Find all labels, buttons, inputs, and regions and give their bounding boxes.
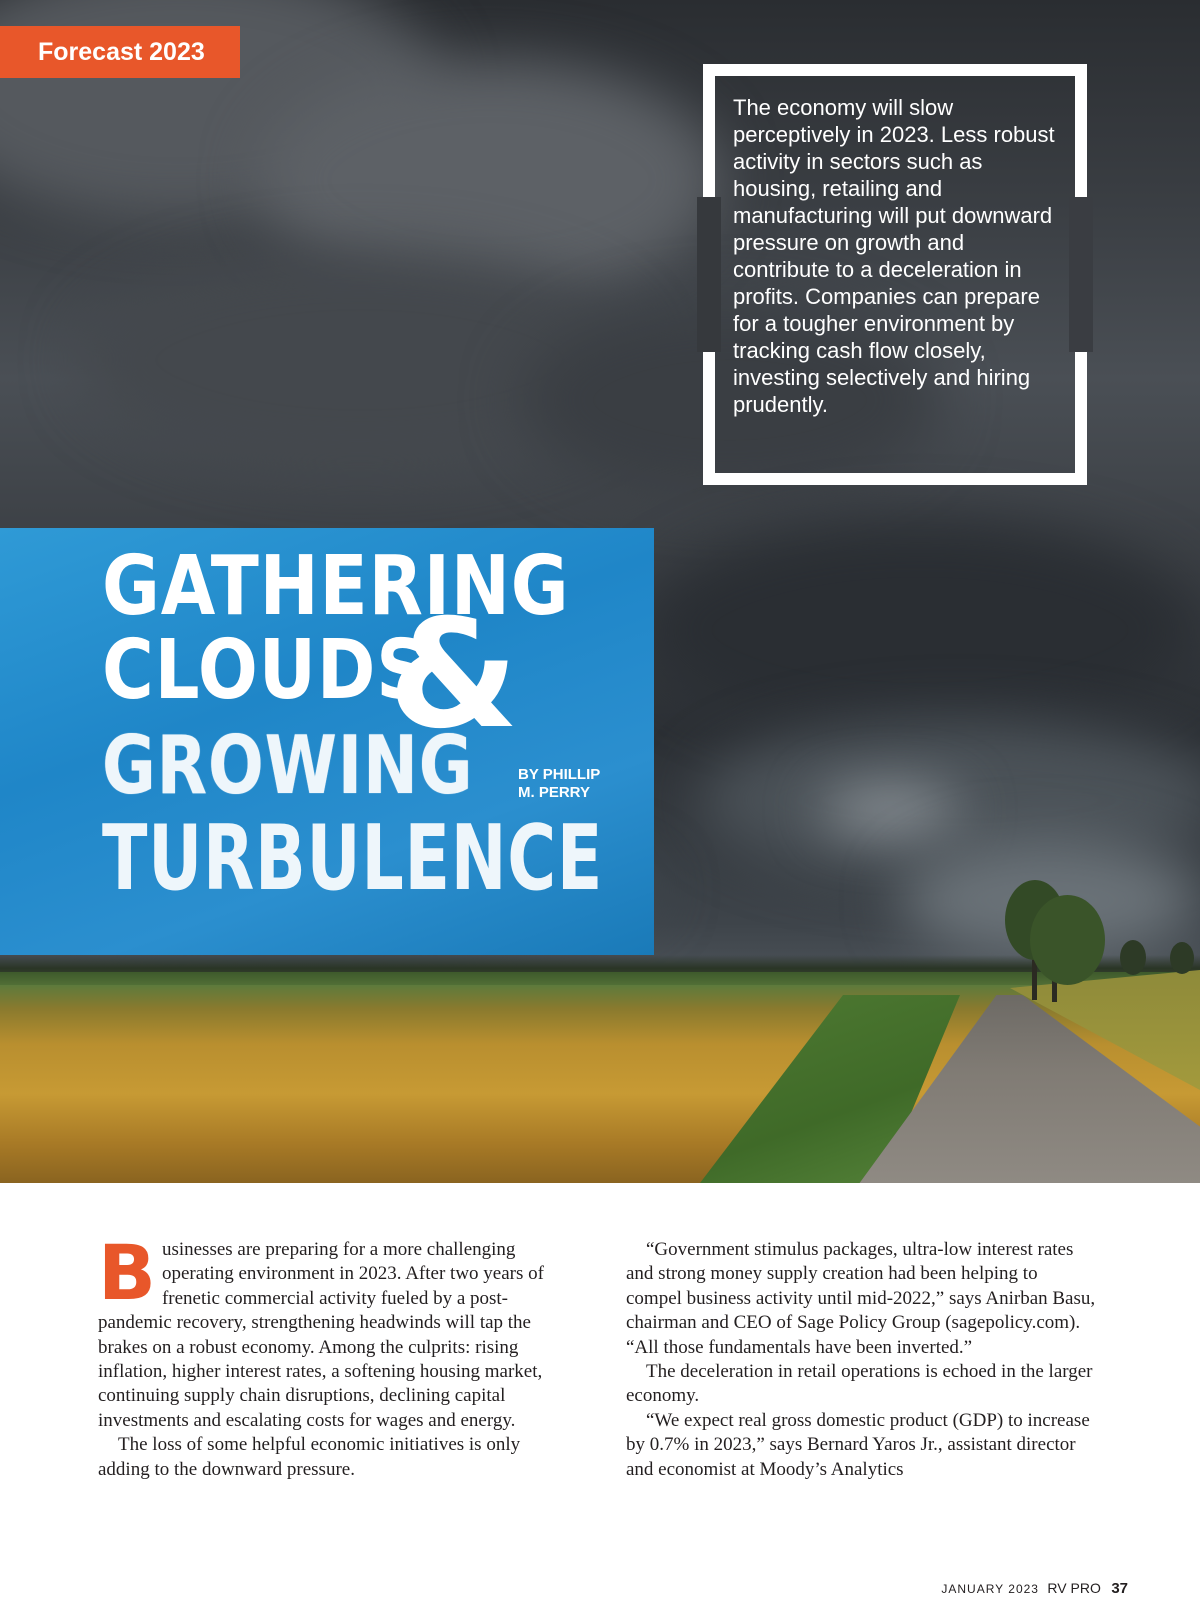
paragraph: “We expect real gross domestic product (GDP) to increase by 0.7% in 2023,” says Bernard Yaros Jr., assistant director and economist at Moody’s Analytics xyxy=(626,1409,1090,1480)
byline xyxy=(518,766,638,802)
issue-date: JANUARY 2023 xyxy=(941,1582,1039,1596)
title-line-4: TURBULENCE xyxy=(102,806,604,911)
paragraph: The deceleration in retail operations is echoed in the larger economy. xyxy=(626,1361,1093,1407)
page-footer xyxy=(941,1580,1128,1598)
title-ampersand: & xyxy=(388,588,520,762)
title-line-2: CLOUDS xyxy=(102,623,428,718)
section-tag: Forecast 2023 xyxy=(0,26,240,78)
byline-line-1: BY PHILLIP xyxy=(518,766,601,783)
page-number: 37 xyxy=(1111,1580,1128,1597)
pull-quote: The economy will slow perceptively in 2023. Less robust activity in sectors such as housing, retailing and manufacturing will put downward pressure on growth and contribute to a deceleration in profits. Companies can prepare for a tougher environment by tracking cash flow closely, investing selectively and hiring prudently. xyxy=(733,95,1055,417)
paragraph: “Government stimulus packages, ultra-low interest rates and strong money supply creation had been helping to compel business activity until mid-2022,” says Anirban Basu, chairman and CEO of Sage Policy Group (sagepolicy.com). “All those fundamentals have been inverted.” xyxy=(626,1239,1096,1358)
byline-line-2: M. PERRY xyxy=(518,784,590,801)
article-column-1 xyxy=(98,1228,568,1482)
paragraph-text: usinesses are preparing for a more challenging operating environment in 2023. After two years of frenetic commercial activity fueled by a post-pandemic recovery, strengthening headwinds will tap the brakes on a robust economy. Among the culprits: rising inflation, higher interest rates, a softening housing market, continuing supply chain disruptions, declining capital investments and escalating costs for wages and energy. xyxy=(98,1239,544,1431)
paragraph xyxy=(98,1228,568,1433)
drop-cap: B xyxy=(98,1228,156,1317)
paragraph: The loss of some helpful economic initiatives is only adding to the downward pressure. xyxy=(98,1434,521,1480)
article-column-2 xyxy=(626,1238,1096,1482)
magazine-name: RV PRO xyxy=(1047,1580,1101,1596)
title-line-1: GATHERING xyxy=(102,539,570,634)
title-line-3: GROWING xyxy=(102,719,474,812)
